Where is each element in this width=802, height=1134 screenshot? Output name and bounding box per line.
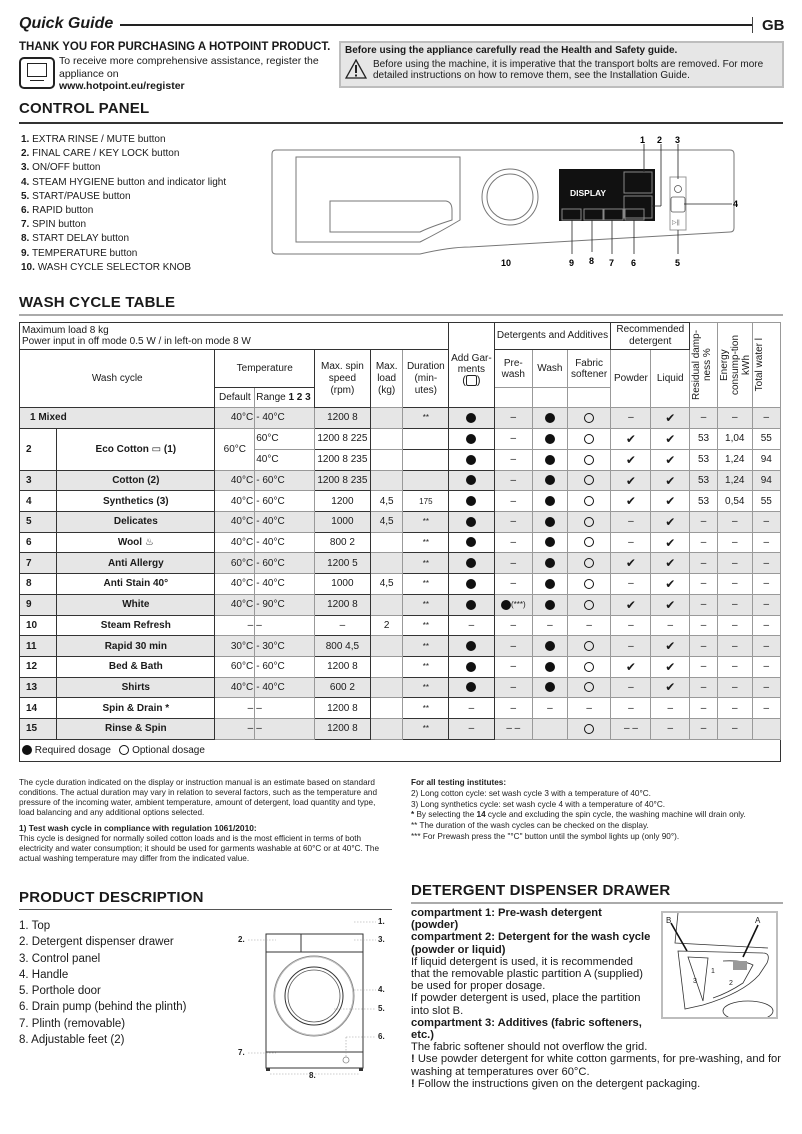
check-icon: ✔ <box>665 514 676 529</box>
svg-text:4: 4 <box>733 199 739 209</box>
svg-text:1.: 1. <box>378 917 385 926</box>
check-icon: ✔ <box>665 659 676 674</box>
required-dosage-icon <box>466 558 476 568</box>
star-note-3: *** For Prewash press the "°C" button until the symbol lights up (only 90°). <box>411 831 680 841</box>
header-tick <box>752 17 753 33</box>
steam-hygiene-button <box>671 197 685 212</box>
wash-table-heading: WASH CYCLE TABLE <box>19 294 176 311</box>
table-row: 6 Wool ♨ 40°C - 40°C 800 2 ** – – ✔ – – – <box>20 532 781 553</box>
svg-text:1: 1 <box>640 135 646 145</box>
required-dosage-icon <box>545 434 555 444</box>
softener-header: Fabric softener <box>567 350 611 388</box>
add-garments-icon: ( ) <box>462 374 481 387</box>
dispenser-drawer-image <box>661 911 778 1019</box>
table-row: 13 Shirts 40°C - 40°C 600 2 ** – – ✔ – – – <box>20 677 781 698</box>
svg-text:1: 1 <box>711 968 715 975</box>
washing-machine-diagram <box>236 914 396 1079</box>
optional-dosage-icon <box>584 475 594 485</box>
required-dosage-icon <box>466 662 476 672</box>
table-row: 4 Synthetics (3) 40°C - 60°C 1200 4,5 175 – ✔ ✔ 53 0,54 55 <box>20 491 781 512</box>
compartment-3: compartment 3: Additives (fabric softeners, etc.) <box>411 1016 642 1042</box>
table-row: 14 Spin & Drain * – – 1200 8 ** – – – – – – – – – <box>20 698 781 719</box>
check-icon: ✔ <box>665 535 676 550</box>
table-row: 7 Anti Allergy 60°C - 60°C 1200 5 ** – ✔ ✔ – – – <box>20 553 781 574</box>
quick-guide-title: Quick Guide <box>19 15 114 32</box>
svg-text:3.: 3. <box>378 935 385 944</box>
required-dosage-icon <box>466 537 476 547</box>
optional-dosage-icon <box>584 641 594 651</box>
optional-dosage-icon <box>584 434 594 444</box>
display-label: DISPLAY <box>570 188 607 198</box>
energy-header: Energy consump-tion kWh <box>717 323 752 408</box>
svg-text:10: 10 <box>501 258 512 268</box>
required-dosage-icon <box>545 682 555 692</box>
table-row: 9 White 40°C - 90°C 1200 8 ** (***) ✔ ✔ – – – <box>20 594 781 615</box>
optional-dosage-icon <box>584 662 594 672</box>
wash-cycle-header: Wash cycle <box>20 350 215 408</box>
default-temp-header: Default <box>215 388 255 408</box>
svg-text:9: 9 <box>569 258 575 268</box>
required-dosage-icon <box>545 475 555 485</box>
optional-dosage-icon <box>584 496 594 506</box>
optional-dosage-icon <box>119 745 129 755</box>
warning-1: ! Use powder detergent for white cotton garments, for pre-washing, and for washing at temperatures over 60°C. <box>411 1053 782 1078</box>
institute-note: 2) Long cotton cycle: set wash cycle 3 with a temperature of 40°C. <box>411 788 651 798</box>
test-cycle-title: 1) Test wash cycle in compliance with regulation 1061/2010: <box>19 823 257 833</box>
cp-item: 5. START/PAUSE button <box>21 190 131 202</box>
cp-item: 4. STEAM HYGIENE button and indicator light <box>21 176 227 188</box>
check-icon: ✔ <box>625 431 636 446</box>
water-header: Total water l <box>752 323 780 408</box>
required-dosage-icon <box>545 600 555 610</box>
wash-cycle-table <box>19 322 781 762</box>
svg-text:6: 6 <box>631 258 637 268</box>
svg-text:2: 2 <box>657 135 663 145</box>
svg-text:7: 7 <box>609 258 615 268</box>
safety-text: Before using the machine, it is imperative that the transport bolts are removed. For more detailed instructions on how to remove them, see the Installation Guide. <box>373 59 764 81</box>
cp-item: 1. EXTRA RINSE / MUTE button <box>21 134 166 145</box>
check-icon: ✔ <box>665 597 676 612</box>
part-item: 1. Top <box>19 920 51 932</box>
required-dosage-icon <box>466 434 476 444</box>
safety-notice <box>339 41 784 88</box>
required-dosage-icon <box>466 682 476 692</box>
check-icon: ✔ <box>665 410 676 425</box>
control-panel-list <box>21 133 226 275</box>
institutes-title: For all testing institutes: <box>411 778 507 787</box>
required-dosage-icon <box>545 413 555 423</box>
selector-knob <box>482 169 538 225</box>
svg-text:2: 2 <box>729 980 733 987</box>
test-cycle-text: This cycle is designed for normally soiled cotton loads and is the most efficient in terms of both electricity and water consumption; it should be used for garments washable at 60°C or at 40°C. The actual washing temperature may differ from the indicated value. <box>19 834 380 863</box>
detergents-header: Detergents and Additives <box>494 323 611 350</box>
dosage-legend: Required dosage Optional dosage <box>20 739 781 761</box>
register-link[interactable]: www.hotpoint.eu/register <box>59 80 185 92</box>
register-text <box>59 55 319 93</box>
control-panel-diagram <box>270 132 750 272</box>
notes-right <box>411 778 791 843</box>
optional-dosage-icon <box>584 455 594 465</box>
check-icon: ✔ <box>625 659 636 674</box>
range-temp-header: Range 1 2 3 <box>255 388 315 408</box>
optional-dosage-icon <box>584 682 594 692</box>
check-icon: ✔ <box>665 576 676 591</box>
cp-item: 2. FINAL CARE / KEY LOCK button <box>21 148 180 160</box>
exclamation-icon: ! <box>411 1077 415 1090</box>
product-description-heading: PRODUCT DESCRIPTION <box>19 889 204 906</box>
powder-header: Powder <box>611 350 651 408</box>
star-note-1: * By selecting the 14 cycle and excluding the spin cycle, the washing machine will drain only. <box>411 810 746 820</box>
svg-text:4.: 4. <box>378 985 385 994</box>
table-row: 3 Cotton (2) 40°C - 60°C 1200 8 235 – ✔ ✔ 53 1,24 94 <box>20 470 781 491</box>
table-row: 5 Delicates 40°C - 40°C 1000 4,5 ** – – ✔ – – – <box>20 512 781 533</box>
section-rule <box>19 909 392 910</box>
svg-text:3: 3 <box>693 978 697 985</box>
add-garments-header: Add Gar-ments ( ) <box>449 323 494 408</box>
softener-note: The fabric softener should not overflow the grid. <box>411 1041 648 1054</box>
control-panel-heading: CONTROL PANEL <box>19 100 150 117</box>
product-parts-list <box>19 918 187 1048</box>
optional-dosage-icon <box>584 724 594 734</box>
check-icon: ✔ <box>665 431 676 446</box>
part-item: 6. Drain pump (behind the plinth) <box>19 1001 187 1014</box>
residual-header: Residual damp-ness % <box>690 323 718 408</box>
check-icon: ✔ <box>625 473 636 488</box>
language-code: GB <box>762 17 785 34</box>
table-body <box>20 408 781 740</box>
required-dosage-icon <box>545 496 555 506</box>
svg-text:5: 5 <box>675 258 681 268</box>
section-rule <box>19 122 783 124</box>
check-icon: ✔ <box>625 452 636 467</box>
dispenser-heading: DETERGENT DISPENSER DRAWER <box>411 882 671 899</box>
required-dosage-icon <box>545 641 555 651</box>
duration-note: The cycle duration indicated on the display or instruction manual is an estimate based on standard conditions. The actual duration may vary in relation to several factors, such as the temperature and pressure of the incoming water, ambient temperature, amount of detergent, load quantity and type, load balancing and any additional options selected. <box>19 778 378 817</box>
prewash-header: Pre-wash <box>494 350 532 388</box>
max-spin-header: Max. spin speed (rpm) <box>314 350 370 408</box>
required-dosage-icon <box>545 662 555 672</box>
check-icon: ✔ <box>665 639 676 654</box>
table-info: Maximum load 8 kg Power input in off mode 0.5 W / in left-on mode 8 W <box>20 323 449 350</box>
check-icon: ✔ <box>665 494 676 509</box>
part-item: 5. Porthole door <box>19 985 101 998</box>
cp-item: 8. START DELAY button <box>21 233 130 245</box>
required-dosage-icon <box>466 413 476 423</box>
liquid-note: If liquid detergent is used, it is recommended that the removable plastic partition A (supplied) be used for proper dosage. <box>411 955 643 993</box>
table-row: 10 Steam Refresh – – – 2 ** – – – – – – – – – <box>20 615 781 636</box>
svg-text:5.: 5. <box>378 1004 385 1013</box>
safety-title: Before using the appliance carefully read the Health and Safety guide. <box>345 45 678 56</box>
compartment-2: compartment 2: Detergent for the wash cycle (powder or liquid) <box>411 931 651 956</box>
cp-item: 3. ON/OFF button <box>21 162 101 174</box>
cp-item: 7. SPIN button <box>21 219 87 231</box>
thanks-heading: THANK YOU FOR PURCHASING A HOTPOINT PRODUCT. <box>19 41 331 53</box>
register-desc: To receive more comprehensive assistance, register the appliance on <box>59 55 319 80</box>
required-dosage-icon <box>466 579 476 589</box>
svg-text:▷||: ▷|| <box>672 220 680 226</box>
warning-2: ! Follow the instructions given on the detergent packaging. <box>411 1077 701 1090</box>
cp-item: 6. RAPID button <box>21 205 94 217</box>
required-dosage-icon <box>545 579 555 589</box>
table-row: 11 Rapid 30 min 30°C - 30°C 800 4,5 ** – – ✔ – – – <box>20 636 781 657</box>
svg-text:A: A <box>755 916 761 925</box>
table-row: 1 Mixed 40°C - 40°C 1200 8 ** – – ✔ – – – <box>20 408 781 429</box>
powder-note: If powder detergent is used, place the partition into slot B. <box>411 992 641 1017</box>
required-dosage-icon <box>545 537 555 547</box>
svg-text:3: 3 <box>675 135 681 145</box>
optional-dosage-icon <box>584 558 594 568</box>
part-item: 4. Handle <box>19 968 69 981</box>
required-dosage-icon <box>545 455 555 465</box>
required-dosage-icon <box>545 517 555 527</box>
optional-dosage-icon <box>584 579 594 589</box>
optional-dosage-icon <box>584 537 594 547</box>
exclamation-icon: ! <box>411 1053 415 1066</box>
section-rule <box>19 314 783 316</box>
required-dosage-icon <box>466 496 476 506</box>
table-row: 15 Rinse & Spin – – 1200 8 ** – – – – – – – – <box>20 718 781 739</box>
table-row: 40°C 1200 8 235 – ✔ ✔ 53 1,24 94 <box>20 449 781 470</box>
required-dosage-icon <box>501 600 511 610</box>
cp-item: 9. TEMPERATURE button <box>21 247 138 259</box>
check-icon: ✔ <box>665 473 676 488</box>
required-dosage-icon <box>545 558 555 568</box>
table-row: 12 Bed & Bath 60°C - 60°C 1200 8 ** – ✔ ✔ – – – <box>20 656 781 677</box>
section-rule <box>411 902 783 904</box>
recommended-header: Recommended detergent <box>611 323 690 350</box>
institute-note: 3) Long synthetics cycle: set wash cycle 4 with a temperature of 40°C. <box>411 799 666 809</box>
check-icon: ✔ <box>625 597 636 612</box>
part-item: 3. Control panel <box>19 952 101 965</box>
optional-dosage-icon <box>584 517 594 527</box>
svg-text:8.: 8. <box>309 1071 316 1079</box>
required-dosage-icon <box>466 600 476 610</box>
check-icon: ✔ <box>665 680 676 695</box>
star-note-2: ** The duration of the wash cycles can be checked on the display. <box>411 821 649 831</box>
svg-text:2.: 2. <box>238 935 245 944</box>
svg-text:B: B <box>666 916 672 925</box>
required-dosage-icon <box>466 475 476 485</box>
duration-header: Duration (min-utes) <box>403 350 449 408</box>
computer-icon <box>19 57 55 89</box>
required-dosage-icon <box>466 641 476 651</box>
header-rule <box>120 24 752 26</box>
check-icon: ✔ <box>625 494 636 509</box>
liquid-header: Liquid <box>651 350 690 408</box>
required-dosage-icon <box>466 455 476 465</box>
check-icon: ✔ <box>665 556 676 571</box>
part-item: 8. Adjustable feet (2) <box>19 1034 125 1047</box>
required-dosage-icon <box>22 745 32 755</box>
cp-item: 10. WASH CYCLE SELECTOR KNOB <box>21 261 192 273</box>
check-icon: ✔ <box>625 556 636 571</box>
table-row: 2 Eco Cotton ▭ (1) 60°C 60°C 1200 8 225 – ✔ ✔ 53 1,04 55 <box>20 428 781 449</box>
table-row: 8 Anti Stain 40° 40°C - 40°C 1000 4,5 ** – – ✔ – – – <box>20 574 781 595</box>
svg-text:8: 8 <box>589 256 595 266</box>
power-icon <box>675 186 682 193</box>
svg-text:7.: 7. <box>238 1048 245 1057</box>
max-load-header: Max. load (kg) <box>370 350 403 408</box>
svg-text:6.: 6. <box>378 1032 385 1041</box>
warning-triangle-icon <box>345 59 367 79</box>
required-dosage-icon <box>466 517 476 527</box>
notes-left <box>19 778 389 864</box>
part-item: 7. Plinth (removable) <box>19 1017 126 1030</box>
optional-dosage-icon <box>584 600 594 610</box>
temperature-header: Temperature <box>215 350 315 388</box>
check-icon: ✔ <box>665 452 676 467</box>
optional-dosage-icon <box>584 413 594 423</box>
part-item: 2. Detergent dispenser drawer <box>19 936 174 949</box>
wash-header: Wash <box>533 350 568 388</box>
compartment-1: compartment 1: Pre-wash detergent (powder) <box>411 907 602 932</box>
